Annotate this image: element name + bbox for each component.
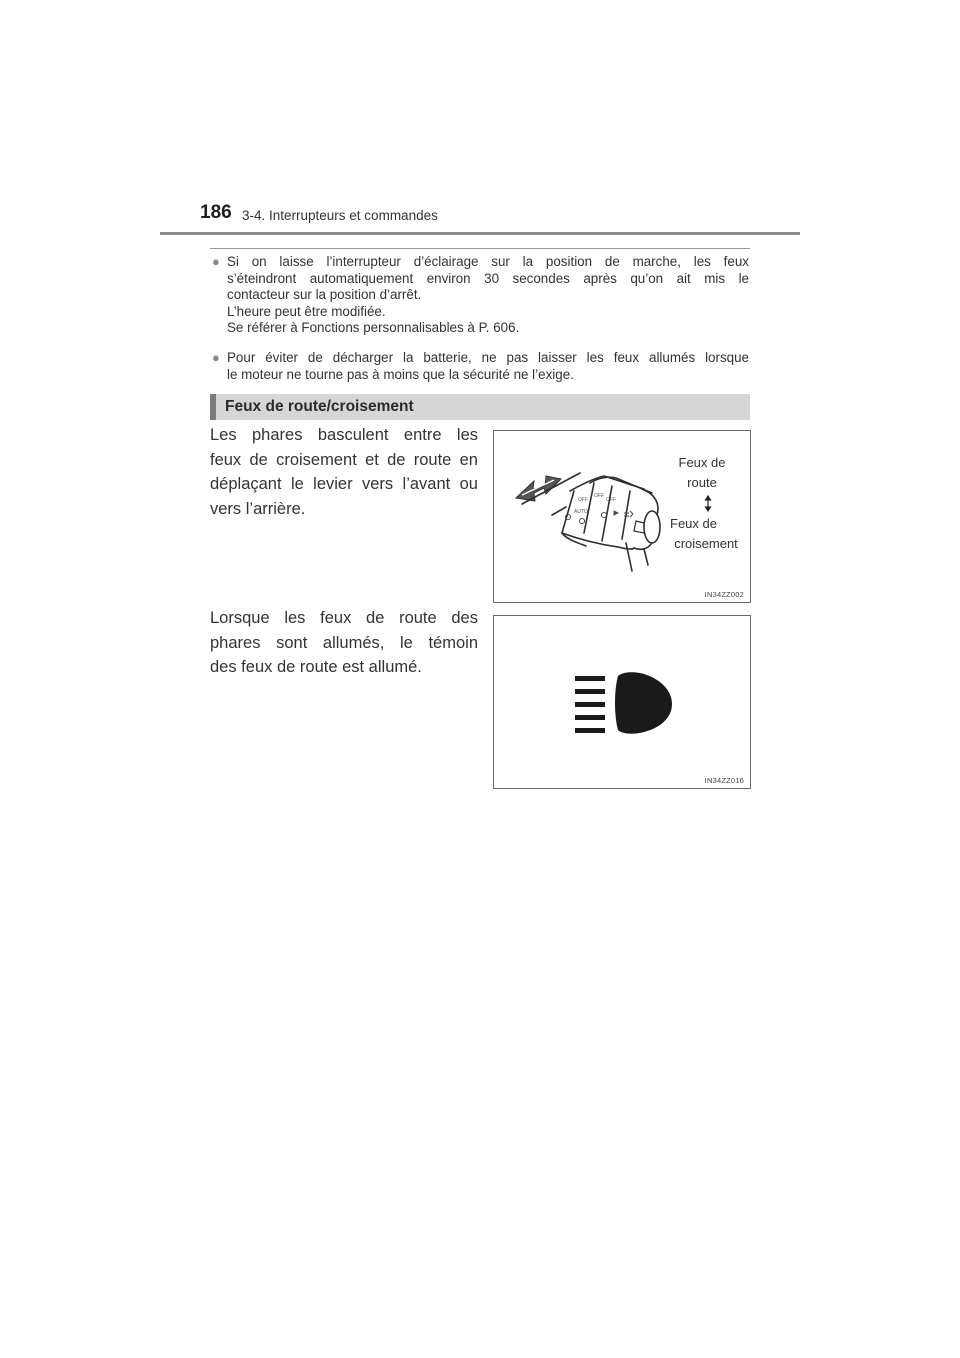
bullet-icon: ●	[212, 350, 220, 365]
note-line: contacteur sur la position d’arrêt.	[227, 287, 422, 302]
paragraph-line: déplaçant le levier vers l’avant ou	[210, 475, 478, 493]
paragraph-line: des feux de route est allumé.	[210, 658, 422, 676]
paragraph-line: Lorsque les feux de route des	[210, 609, 478, 627]
paragraph-line: phares sont allumés, le témoin	[210, 633, 478, 652]
note-line: s’éteindront automatiquement environ 30 secondes après qu’on ait mis le	[227, 270, 749, 286]
note-line: le moteur ne tourne pas à moins que la sécurité ne l’exige.	[227, 366, 574, 382]
subsection-title: Feux de route/croisement	[225, 398, 414, 415]
label-low-beam-line: Feux de	[670, 516, 717, 531]
figure-lever	[493, 430, 751, 603]
figure-code: IN34ZZ002	[704, 590, 744, 599]
label-low-beam-line: croisement	[674, 536, 738, 551]
paragraph-line: feux de croisement et de route en	[210, 450, 478, 469]
off-mark-text: OFF	[578, 497, 588, 503]
paragraph-line: vers l’arrière.	[210, 499, 306, 518]
high-beam-indicator-icon	[494, 616, 750, 788]
note-line: Se référer à Fonctions personnalisables à P. 606.	[227, 320, 520, 335]
paragraph-lever	[210, 423, 478, 521]
section-header: 3-4. Interrupteurs et commandes	[242, 208, 438, 223]
subsection-accent	[210, 394, 216, 420]
figure-code: IN34ZZ016	[704, 776, 744, 785]
label-high-beam-line: route	[687, 475, 717, 490]
bullet-icon: ●	[212, 254, 220, 269]
svg-text:OFF: OFF	[606, 497, 616, 503]
notes-divider	[210, 248, 750, 249]
paragraph-indicator	[210, 606, 478, 680]
paragraph-line: Les phares basculent entre les	[210, 426, 478, 444]
subsection-heading	[210, 394, 750, 420]
note-line: Si on laisse l’interrupteur d’éclairage sur la position de marche, les feux	[227, 254, 749, 269]
note-line: L’heure peut être modifiée.	[227, 303, 386, 319]
label-high-beam-line: Feux de	[678, 455, 726, 470]
note-line: Pour éviter de décharger la batterie, ne pas laisser les feux allumés lorsque	[227, 350, 749, 365]
figure-high-beam-indicator	[493, 615, 751, 789]
svg-text:OFF: OFF	[594, 493, 604, 499]
page-number: 186	[200, 202, 232, 223]
up-down-arrow-icon	[706, 496, 711, 511]
svg-text:AUTO: AUTO	[574, 509, 588, 515]
note-auto-off	[212, 254, 749, 337]
header-rule	[160, 232, 800, 235]
label-low-beam	[664, 514, 748, 554]
label-high-beam	[664, 453, 740, 493]
note-battery	[212, 350, 749, 383]
double-arrow-icon	[516, 476, 561, 501]
